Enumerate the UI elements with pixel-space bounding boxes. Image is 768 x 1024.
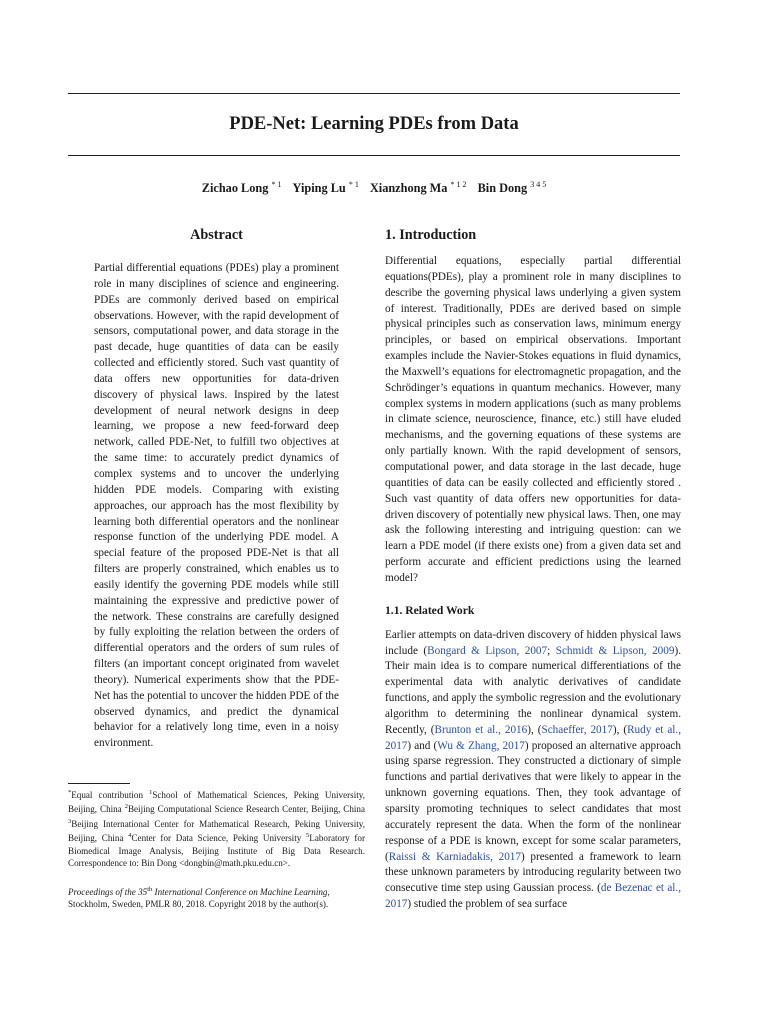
footnote-text: Center for Data Science, Peking University: [131, 833, 307, 844]
author-affiliation-marks: * 1: [271, 180, 282, 189]
right-column: [385, 226, 681, 913]
author: [478, 181, 547, 195]
body-text: ) proposed an alternative approach using sparse regression. They constructed a dictionary of simple functions and partial derivatives that were likely to appear in the unknown governing equations. Then, they took advantage of sparsity promoting techniques to select candidates that most accurately represent the data. When the form of the nonlinear response of a PDE is known, except for some scalar parameters, (: [385, 739, 681, 863]
citation-link[interactable]: Raissi & Karniadakis, 2017: [388, 850, 521, 863]
proceedings-text: , Stockholm, Sweden, PMLR 80, 2018. Copyright 2018 by the author(s).: [68, 887, 330, 910]
author-name: Zichao Long: [201, 181, 269, 196]
footnote-rule: [68, 783, 130, 784]
footnote-text: Equal contribution: [71, 790, 150, 801]
body-text: ;: [547, 644, 556, 657]
abstract-text: Partial differential equations (PDEs) play a prominent role in many disciplines of science and engineering. PDEs are commonly derived based on empirical observations. However, with the rapid development of sensors, computational power, and data storage in the past decade, huge quantities of data can be easily collected and efficiently stored. Such vast quantity of data offers new opportunities for data-driven discovery of physical laws. Inspired by the latest development of neural network designs in deep learning, we propose a new feed-forward deep network, called PDE-Net, to fulfill two objectives at the same time: to accurately predict dynamics of complex systems and to uncover the underlying hidden PDE models. Comparing with existing approaches, our approach has the most flexibility by learning both differential operators and the nonlinear response function of the underlying PDE model. A special feature of the proposed PDE-Net is that all filters are properly constrained, which enables us to easily identify the governing PDE models while still maintaining the expressive and predictive power of the network. These constrains are carefully designed by fully exploiting the relation between the orders of differential operators and the orders of sum rules of filters (an important concept originated from wavelet theory). Numerical experiments show that the PDE-Net has the potential to uncover the hidden PDE of the observed dynamics, and predict the dynamical behavior for a relatively long time, even in a noisy environment.: [94, 262, 339, 750]
affiliation-footnote: [68, 787, 365, 870]
author: [370, 181, 467, 195]
citation-link[interactable]: Schmidt & Lipson, 2009: [555, 644, 675, 657]
title-rule-bottom: [68, 155, 680, 156]
body-text: Earlier attempts on data-driven discovery of hidden physical laws include (: [385, 628, 681, 657]
author-affiliation-marks: * 1: [348, 180, 359, 189]
author: [293, 181, 359, 195]
section-heading-introduction: 1. Introduction: [385, 227, 477, 243]
body-text: ), (: [527, 723, 542, 736]
author-name: Yiping Lu: [292, 181, 346, 196]
proceedings-italic: Proceedings of the 35: [68, 887, 148, 898]
citation-link[interactable]: Schaeffer, 2017: [541, 723, 613, 736]
subsection-heading-related-work: 1.1. Related Work: [385, 603, 475, 617]
citation-link[interactable]: Wu & Zhang, 2017: [437, 739, 525, 752]
body-text: ) studied the problem of sea surface: [407, 898, 568, 911]
author-list: [68, 180, 680, 196]
footnote-text: Laboratory for Biomedical Image Analysis, Beijing Institute of Big Data Research. Correspondence to: Bin Dong <dongbin@math.pku.edu.cn>.: [68, 833, 365, 869]
title-rule-top: [68, 93, 680, 94]
paper-title: PDE-Net: Learning PDEs from Data: [229, 114, 519, 134]
left-column: [68, 226, 365, 752]
citation-link[interactable]: Rudy et al., 2017: [385, 723, 682, 752]
body-text: ), (: [612, 723, 628, 736]
introduction-text: Differential equations, especially partial differential equations(PDEs), play a prominent role in many disciplines to describe the governing physical laws underlying a given system of interest. Traditionally, PDEs are derived based on simple physical principles such as conservation laws, minimum energy principles, or based on empirical observations. Important examples include the Navier-Stokes equations in fluid dynamics, the Maxwell’s equations for electromagnetic propagation, and the Schrödinger’s equations in quantum mechanics. However, many complex systems in modern applications (such as many problems in climate science, neuroscience, finance, etc.) still have eluded mechanisms, and the governing equations of these systems are only partially known. With the rapid development of sensors, computational power, and data storage in the last decade, huge quantities of data can be easily collected and efficiently stored . Such vast quantity of data offers new opportunities for data-driven discovery of potentially new physical laws. Then, one may ask the following interesting and intriguing question: can we learn a PDE model (if there exists one) from a given data set and perform accurate and efficient predictions using the learned model?: [385, 255, 681, 584]
author-name: Xianzhong Ma: [369, 181, 448, 196]
footnote-mark: 2: [124, 803, 128, 811]
citation-link[interactable]: Bongard & Lipson, 2007: [427, 644, 548, 657]
proceedings-italic: International Conference on Machine Learning: [152, 887, 328, 898]
footnote-mark: 3: [68, 817, 72, 825]
body-text: ). Their main idea is to compare numerical differentiations of the experimental data with analytic derivatives of candidate functions, and apply the symbolic regression and the evolutionary algorithm to determining the nonlinear dynamical system. Recently, (: [385, 644, 681, 736]
citation-link[interactable]: Brunton et al., 2016: [434, 723, 528, 736]
footnote-mark: 5: [306, 832, 310, 840]
author: [202, 181, 282, 195]
author-affiliation-marks: * 1 2: [450, 180, 467, 189]
footnote-mark: 4: [128, 832, 132, 840]
proceedings-note: [68, 884, 365, 911]
footnote-text: Beijing Computational Science Research Center, Beijing, China: [127, 804, 365, 815]
proceedings-superscript: th: [147, 886, 153, 893]
related-work-text: [385, 628, 681, 913]
body-text: ) presented a framework to learn these unknown parameters by introducing regularity between two consecutive time step using Gaussian process. (: [385, 850, 681, 895]
citation-link[interactable]: de Bezenac et al., 2017: [385, 882, 681, 911]
footnote-mark: 1: [149, 789, 153, 796]
author-affiliation-marks: 3 4 5: [530, 180, 547, 189]
body-text: ) and (: [407, 739, 438, 752]
footnote-text: School of Mathematical Sciences, Peking University, Beijing, China: [68, 790, 365, 815]
footnote-text: Beijing International Center for Mathematical Research, Peking University, Beijing, China: [68, 818, 365, 844]
author-name: Bin Dong: [477, 181, 528, 196]
abstract-heading: Abstract: [190, 227, 243, 243]
footnote-mark: *: [68, 789, 72, 796]
